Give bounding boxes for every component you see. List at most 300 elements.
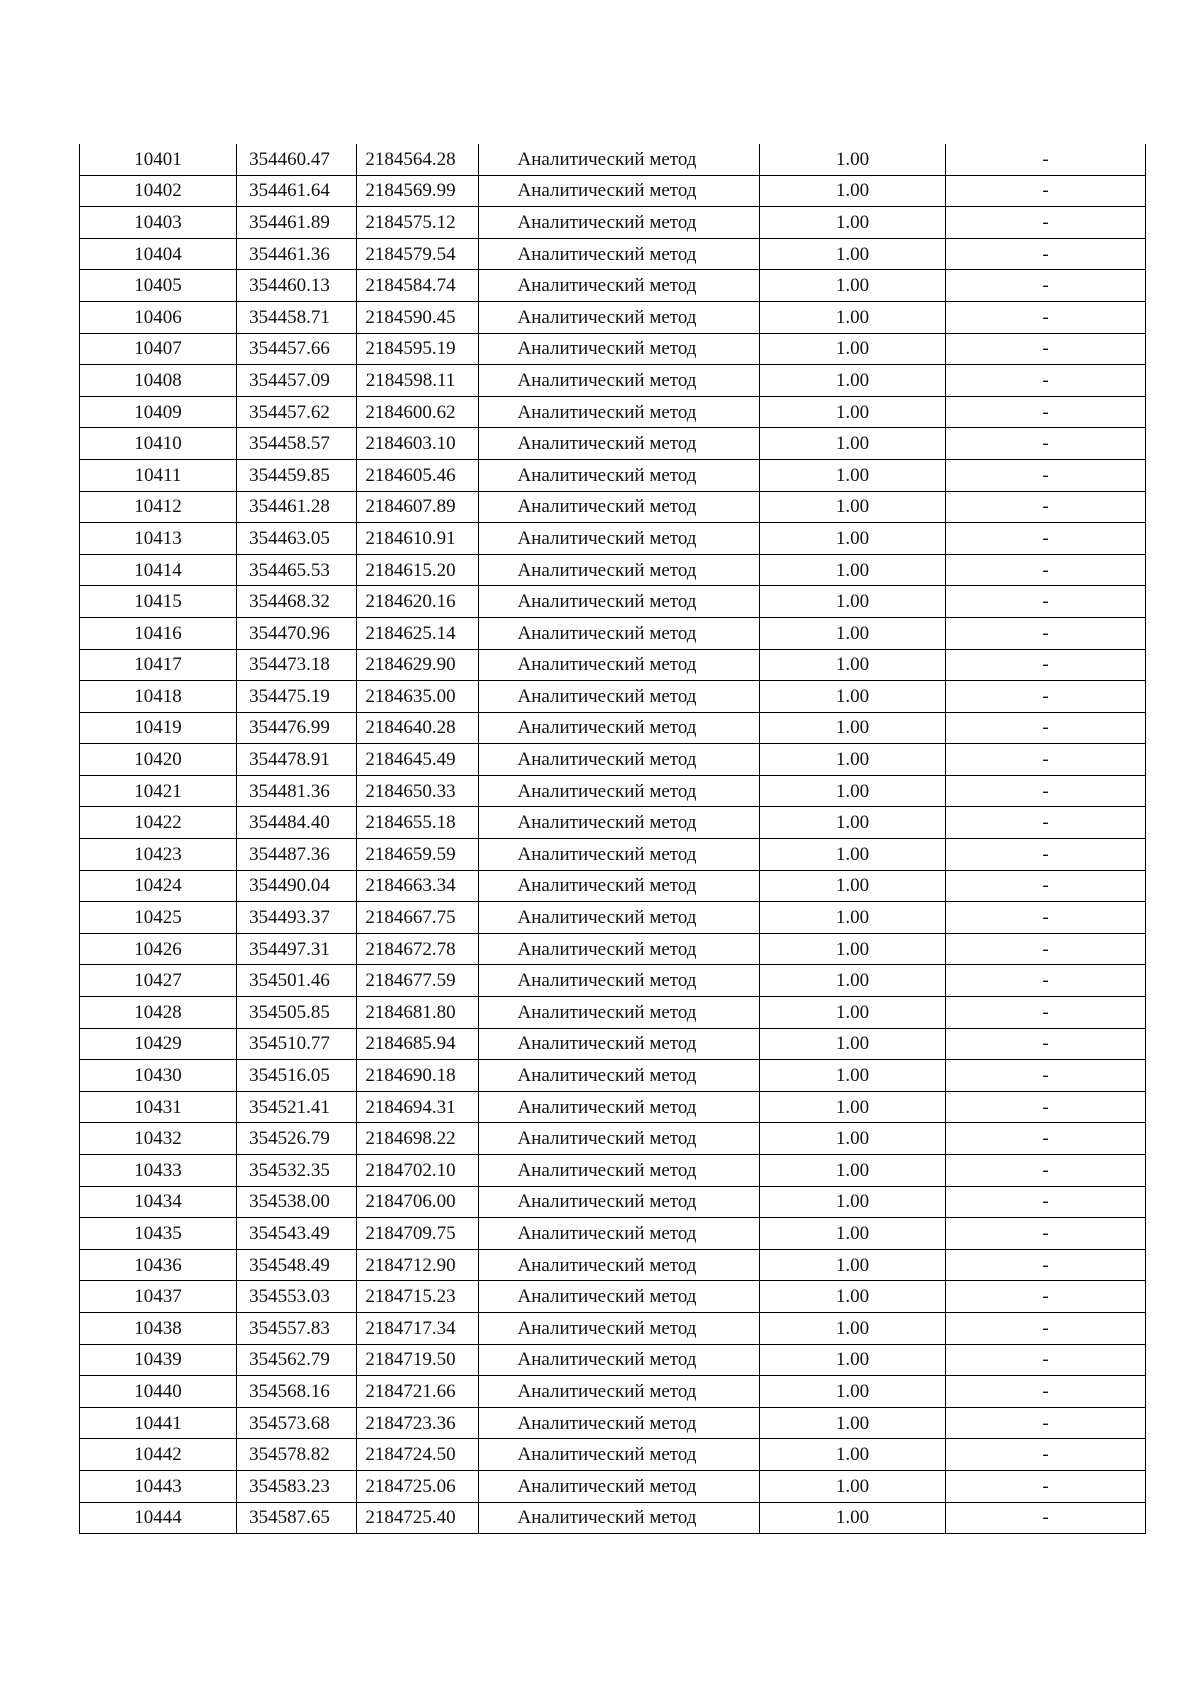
cell-x-coordinate: 354458.71 [237,301,357,333]
cell-x-coordinate: 354458.57 [237,428,357,460]
cell-point-number: 10431 [80,1091,237,1123]
cell-accuracy: 1.00 [760,933,946,965]
cell-accuracy: 1.00 [760,144,946,175]
cell-method: Аналитический метод [479,870,760,902]
table-row [80,270,1146,302]
cell-method: Аналитический метод [479,301,760,333]
cell-note: - [946,807,1146,839]
cell-point-number: 10427 [80,965,237,997]
cell-x-coordinate: 354521.41 [237,1091,357,1123]
cell-note: - [946,270,1146,302]
table-row [80,870,1146,902]
cell-method: Аналитический метод [479,586,760,618]
cell-accuracy: 1.00 [760,649,946,681]
cell-method: Аналитический метод [479,933,760,965]
cell-note: - [946,1060,1146,1092]
cell-method: Аналитический метод [479,1028,760,1060]
cell-method: Аналитический метод [479,775,760,807]
cell-y-coordinate: 2184721.66 [357,1376,479,1408]
cell-x-coordinate: 354553.03 [237,1281,357,1313]
cell-y-coordinate: 2184723.36 [357,1407,479,1439]
table-row [80,333,1146,365]
cell-note: - [946,1407,1146,1439]
table-row [80,933,1146,965]
cell-y-coordinate: 2184569.99 [357,175,479,207]
table-row [80,1218,1146,1250]
cell-x-coordinate: 354538.00 [237,1186,357,1218]
cell-accuracy: 1.00 [760,1218,946,1250]
cell-accuracy: 1.00 [760,491,946,523]
cell-note: - [946,649,1146,681]
cell-y-coordinate: 2184672.78 [357,933,479,965]
cell-method: Аналитический метод [479,554,760,586]
cell-y-coordinate: 2184724.50 [357,1439,479,1471]
cell-accuracy: 1.00 [760,617,946,649]
cell-y-coordinate: 2184698.22 [357,1123,479,1155]
cell-x-coordinate: 354568.16 [237,1376,357,1408]
cell-method: Аналитический метод [479,1218,760,1250]
cell-y-coordinate: 2184635.00 [357,681,479,713]
cell-point-number: 10421 [80,775,237,807]
table-row [80,775,1146,807]
cell-point-number: 10432 [80,1123,237,1155]
cell-point-number: 10441 [80,1407,237,1439]
cell-point-number: 10414 [80,554,237,586]
cell-method: Аналитический метод [479,428,760,460]
cell-y-coordinate: 2184615.20 [357,554,479,586]
cell-note: - [946,586,1146,618]
cell-accuracy: 1.00 [760,712,946,744]
cell-method: Аналитический метод [479,238,760,270]
table-row [80,175,1146,207]
cell-x-coordinate: 354460.13 [237,270,357,302]
table-row [80,523,1146,555]
cell-point-number: 10433 [80,1155,237,1187]
table-row [80,428,1146,460]
cell-method: Аналитический метод [479,270,760,302]
cell-accuracy: 1.00 [760,301,946,333]
cell-x-coordinate: 354457.09 [237,365,357,397]
cell-point-number: 10407 [80,333,237,365]
cell-point-number: 10425 [80,902,237,934]
cell-x-coordinate: 354461.64 [237,175,357,207]
cell-y-coordinate: 2184610.91 [357,523,479,555]
cell-method: Аналитический метод [479,712,760,744]
cell-note: - [946,301,1146,333]
cell-x-coordinate: 354583.23 [237,1470,357,1502]
cell-y-coordinate: 2184620.16 [357,586,479,618]
cell-point-number: 10439 [80,1344,237,1376]
cell-point-number: 10437 [80,1281,237,1313]
table-row [80,1470,1146,1502]
cell-note: - [946,207,1146,239]
table-row [80,1312,1146,1344]
cell-y-coordinate: 2184694.31 [357,1091,479,1123]
cell-y-coordinate: 2184564.28 [357,144,479,175]
cell-y-coordinate: 2184625.14 [357,617,479,649]
cell-method: Аналитический метод [479,1281,760,1313]
cell-note: - [946,144,1146,175]
cell-point-number: 10438 [80,1312,237,1344]
cell-note: - [946,1470,1146,1502]
cell-accuracy: 1.00 [760,523,946,555]
cell-accuracy: 1.00 [760,238,946,270]
cell-method: Аналитический метод [479,1376,760,1408]
cell-y-coordinate: 2184659.59 [357,839,479,871]
cell-note: - [946,1123,1146,1155]
cell-x-coordinate: 354487.36 [237,839,357,871]
cell-y-coordinate: 2184640.28 [357,712,479,744]
cell-accuracy: 1.00 [760,1060,946,1092]
cell-x-coordinate: 354473.18 [237,649,357,681]
cell-y-coordinate: 2184690.18 [357,1060,479,1092]
cell-y-coordinate: 2184685.94 [357,1028,479,1060]
cell-note: - [946,491,1146,523]
cell-x-coordinate: 354532.35 [237,1155,357,1187]
cell-method: Аналитический метод [479,523,760,555]
cell-note: - [946,333,1146,365]
cell-y-coordinate: 2184605.46 [357,459,479,491]
table-row [80,744,1146,776]
cell-accuracy: 1.00 [760,681,946,713]
cell-y-coordinate: 2184719.50 [357,1344,479,1376]
cell-method: Аналитический метод [479,1155,760,1187]
cell-accuracy: 1.00 [760,1312,946,1344]
cell-accuracy: 1.00 [760,207,946,239]
cell-x-coordinate: 354465.53 [237,554,357,586]
table-row [80,207,1146,239]
cell-method: Аналитический метод [479,902,760,934]
table-row [80,617,1146,649]
cell-x-coordinate: 354461.28 [237,491,357,523]
cell-point-number: 10423 [80,839,237,871]
table-row [80,807,1146,839]
cell-method: Аналитический метод [479,459,760,491]
cell-x-coordinate: 354573.68 [237,1407,357,1439]
cell-note: - [946,1091,1146,1123]
cell-y-coordinate: 2184584.74 [357,270,479,302]
table-row [80,144,1146,175]
cell-note: - [946,870,1146,902]
cell-y-coordinate: 2184717.34 [357,1312,479,1344]
cell-method: Аналитический метод [479,333,760,365]
table-row [80,1123,1146,1155]
table-row [80,997,1146,1029]
cell-y-coordinate: 2184702.10 [357,1155,479,1187]
cell-note: - [946,1155,1146,1187]
cell-note: - [946,775,1146,807]
cell-y-coordinate: 2184629.90 [357,649,479,681]
table-row [80,1155,1146,1187]
cell-accuracy: 1.00 [760,1281,946,1313]
cell-accuracy: 1.00 [760,1376,946,1408]
table-row [80,1344,1146,1376]
cell-method: Аналитический метод [479,1312,760,1344]
cell-point-number: 10442 [80,1439,237,1471]
cell-note: - [946,997,1146,1029]
cell-method: Аналитический метод [479,1060,760,1092]
cell-accuracy: 1.00 [760,396,946,428]
table-body [80,144,1146,1534]
cell-method: Аналитический метод [479,396,760,428]
cell-x-coordinate: 354557.83 [237,1312,357,1344]
cell-accuracy: 1.00 [760,775,946,807]
cell-method: Аналитический метод [479,1249,760,1281]
cell-x-coordinate: 354457.66 [237,333,357,365]
cell-accuracy: 1.00 [760,459,946,491]
table-row [80,1186,1146,1218]
cell-x-coordinate: 354461.36 [237,238,357,270]
cell-note: - [946,712,1146,744]
cell-method: Аналитический метод [479,1470,760,1502]
cell-x-coordinate: 354463.05 [237,523,357,555]
cell-point-number: 10440 [80,1376,237,1408]
table-row [80,1281,1146,1313]
cell-note: - [946,1249,1146,1281]
table-row [80,365,1146,397]
cell-x-coordinate: 354505.85 [237,997,357,1029]
cell-note: - [946,1439,1146,1471]
cell-point-number: 10418 [80,681,237,713]
cell-accuracy: 1.00 [760,839,946,871]
cell-accuracy: 1.00 [760,744,946,776]
table-row [80,396,1146,428]
cell-y-coordinate: 2184645.49 [357,744,479,776]
cell-y-coordinate: 2184600.62 [357,396,479,428]
cell-note: - [946,1218,1146,1250]
cell-note: - [946,1376,1146,1408]
cell-note: - [946,617,1146,649]
cell-x-coordinate: 354501.46 [237,965,357,997]
cell-method: Аналитический метод [479,681,760,713]
table-row [80,238,1146,270]
cell-accuracy: 1.00 [760,1186,946,1218]
table-row [80,1249,1146,1281]
cell-y-coordinate: 2184575.12 [357,207,479,239]
cell-x-coordinate: 354587.65 [237,1502,357,1534]
cell-accuracy: 1.00 [760,1249,946,1281]
table-row [80,1060,1146,1092]
table-row [80,712,1146,744]
cell-note: - [946,1344,1146,1376]
cell-note: - [946,175,1146,207]
table-row [80,301,1146,333]
cell-y-coordinate: 2184709.75 [357,1218,479,1250]
cell-y-coordinate: 2184655.18 [357,807,479,839]
cell-note: - [946,1312,1146,1344]
cell-method: Аналитический метод [479,807,760,839]
cell-point-number: 10430 [80,1060,237,1092]
cell-point-number: 10420 [80,744,237,776]
cell-accuracy: 1.00 [760,428,946,460]
cell-accuracy: 1.00 [760,1091,946,1123]
cell-point-number: 10443 [80,1470,237,1502]
cell-accuracy: 1.00 [760,1344,946,1376]
cell-method: Аналитический метод [479,839,760,871]
cell-point-number: 10419 [80,712,237,744]
table-row [80,1407,1146,1439]
cell-x-coordinate: 354562.79 [237,1344,357,1376]
cell-point-number: 10426 [80,933,237,965]
cell-accuracy: 1.00 [760,333,946,365]
cell-note: - [946,1281,1146,1313]
cell-point-number: 10417 [80,649,237,681]
cell-y-coordinate: 2184725.06 [357,1470,479,1502]
cell-point-number: 10413 [80,523,237,555]
cell-point-number: 10411 [80,459,237,491]
cell-accuracy: 1.00 [760,1470,946,1502]
cell-x-coordinate: 354548.49 [237,1249,357,1281]
cell-point-number: 10434 [80,1186,237,1218]
cell-x-coordinate: 354461.89 [237,207,357,239]
cell-accuracy: 1.00 [760,902,946,934]
table-row [80,1376,1146,1408]
table-row [80,681,1146,713]
cell-method: Аналитический метод [479,1407,760,1439]
cell-y-coordinate: 2184677.59 [357,965,479,997]
cell-point-number: 10405 [80,270,237,302]
cell-accuracy: 1.00 [760,554,946,586]
cell-note: - [946,681,1146,713]
cell-accuracy: 1.00 [760,965,946,997]
cell-note: - [946,428,1146,460]
cell-y-coordinate: 2184715.23 [357,1281,479,1313]
cell-point-number: 10403 [80,207,237,239]
cell-method: Аналитический метод [479,491,760,523]
cell-y-coordinate: 2184681.80 [357,997,479,1029]
cell-method: Аналитический метод [479,1091,760,1123]
cell-method: Аналитический метод [479,617,760,649]
cell-x-coordinate: 354478.91 [237,744,357,776]
cell-x-coordinate: 354470.96 [237,617,357,649]
table-row [80,839,1146,871]
cell-x-coordinate: 354497.31 [237,933,357,965]
cell-y-coordinate: 2184712.90 [357,1249,479,1281]
cell-note: - [946,839,1146,871]
cell-method: Аналитический метод [479,1123,760,1155]
cell-x-coordinate: 354484.40 [237,807,357,839]
cell-note: - [946,933,1146,965]
cell-point-number: 10406 [80,301,237,333]
cell-point-number: 10402 [80,175,237,207]
cell-x-coordinate: 354516.05 [237,1060,357,1092]
cell-point-number: 10410 [80,428,237,460]
table-row [80,902,1146,934]
cell-accuracy: 1.00 [760,807,946,839]
cell-accuracy: 1.00 [760,870,946,902]
cell-point-number: 10415 [80,586,237,618]
cell-point-number: 10401 [80,144,237,175]
cell-accuracy: 1.00 [760,1155,946,1187]
cell-accuracy: 1.00 [760,1407,946,1439]
cell-method: Аналитический метод [479,649,760,681]
cell-accuracy: 1.00 [760,997,946,1029]
cell-y-coordinate: 2184650.33 [357,775,479,807]
cell-point-number: 10416 [80,617,237,649]
cell-x-coordinate: 354457.62 [237,396,357,428]
cell-note: - [946,523,1146,555]
cell-y-coordinate: 2184663.34 [357,870,479,902]
cell-note: - [946,396,1146,428]
cell-y-coordinate: 2184725.40 [357,1502,479,1534]
cell-accuracy: 1.00 [760,1028,946,1060]
cell-x-coordinate: 354460.47 [237,144,357,175]
table-row [80,1028,1146,1060]
cell-note: - [946,238,1146,270]
cell-method: Аналитический метод [479,1439,760,1471]
table-row [80,491,1146,523]
cell-method: Аналитический метод [479,207,760,239]
cell-y-coordinate: 2184595.19 [357,333,479,365]
cell-point-number: 10429 [80,1028,237,1060]
cell-note: - [946,554,1146,586]
cell-note: - [946,365,1146,397]
cell-point-number: 10424 [80,870,237,902]
cell-method: Аналитический метод [479,1344,760,1376]
cell-x-coordinate: 354578.82 [237,1439,357,1471]
cell-accuracy: 1.00 [760,1123,946,1155]
cell-point-number: 10408 [80,365,237,397]
cell-y-coordinate: 2184598.11 [357,365,479,397]
cell-method: Аналитический метод [479,744,760,776]
cell-accuracy: 1.00 [760,1502,946,1534]
cell-note: - [946,744,1146,776]
cell-point-number: 10444 [80,1502,237,1534]
cell-method: Аналитический метод [479,965,760,997]
table-row [80,965,1146,997]
cell-note: - [946,1186,1146,1218]
cell-y-coordinate: 2184607.89 [357,491,479,523]
cell-point-number: 10409 [80,396,237,428]
cell-y-coordinate: 2184603.10 [357,428,479,460]
cell-note: - [946,459,1146,491]
cell-method: Аналитический метод [479,1502,760,1534]
cell-x-coordinate: 354468.32 [237,586,357,618]
cell-point-number: 10436 [80,1249,237,1281]
cell-note: - [946,1502,1146,1534]
cell-method: Аналитический метод [479,1186,760,1218]
table-row [80,1502,1146,1534]
cell-accuracy: 1.00 [760,175,946,207]
cell-method: Аналитический метод [479,997,760,1029]
cell-method: Аналитический метод [479,365,760,397]
table-row [80,586,1146,618]
cell-x-coordinate: 354543.49 [237,1218,357,1250]
cell-x-coordinate: 354476.99 [237,712,357,744]
cell-point-number: 10435 [80,1218,237,1250]
cell-y-coordinate: 2184579.54 [357,238,479,270]
cell-y-coordinate: 2184590.45 [357,301,479,333]
table-row [80,1091,1146,1123]
cell-accuracy: 1.00 [760,1439,946,1471]
cell-x-coordinate: 354526.79 [237,1123,357,1155]
cell-y-coordinate: 2184667.75 [357,902,479,934]
cell-point-number: 10428 [80,997,237,1029]
cell-x-coordinate: 354490.04 [237,870,357,902]
cell-point-number: 10404 [80,238,237,270]
table-row [80,649,1146,681]
cell-method: Аналитический метод [479,144,760,175]
coordinates-table [79,144,1146,1534]
cell-x-coordinate: 354510.77 [237,1028,357,1060]
cell-note: - [946,965,1146,997]
cell-note: - [946,1028,1146,1060]
cell-point-number: 10422 [80,807,237,839]
cell-note: - [946,902,1146,934]
cell-x-coordinate: 354459.85 [237,459,357,491]
table-row [80,459,1146,491]
cell-x-coordinate: 354493.37 [237,902,357,934]
